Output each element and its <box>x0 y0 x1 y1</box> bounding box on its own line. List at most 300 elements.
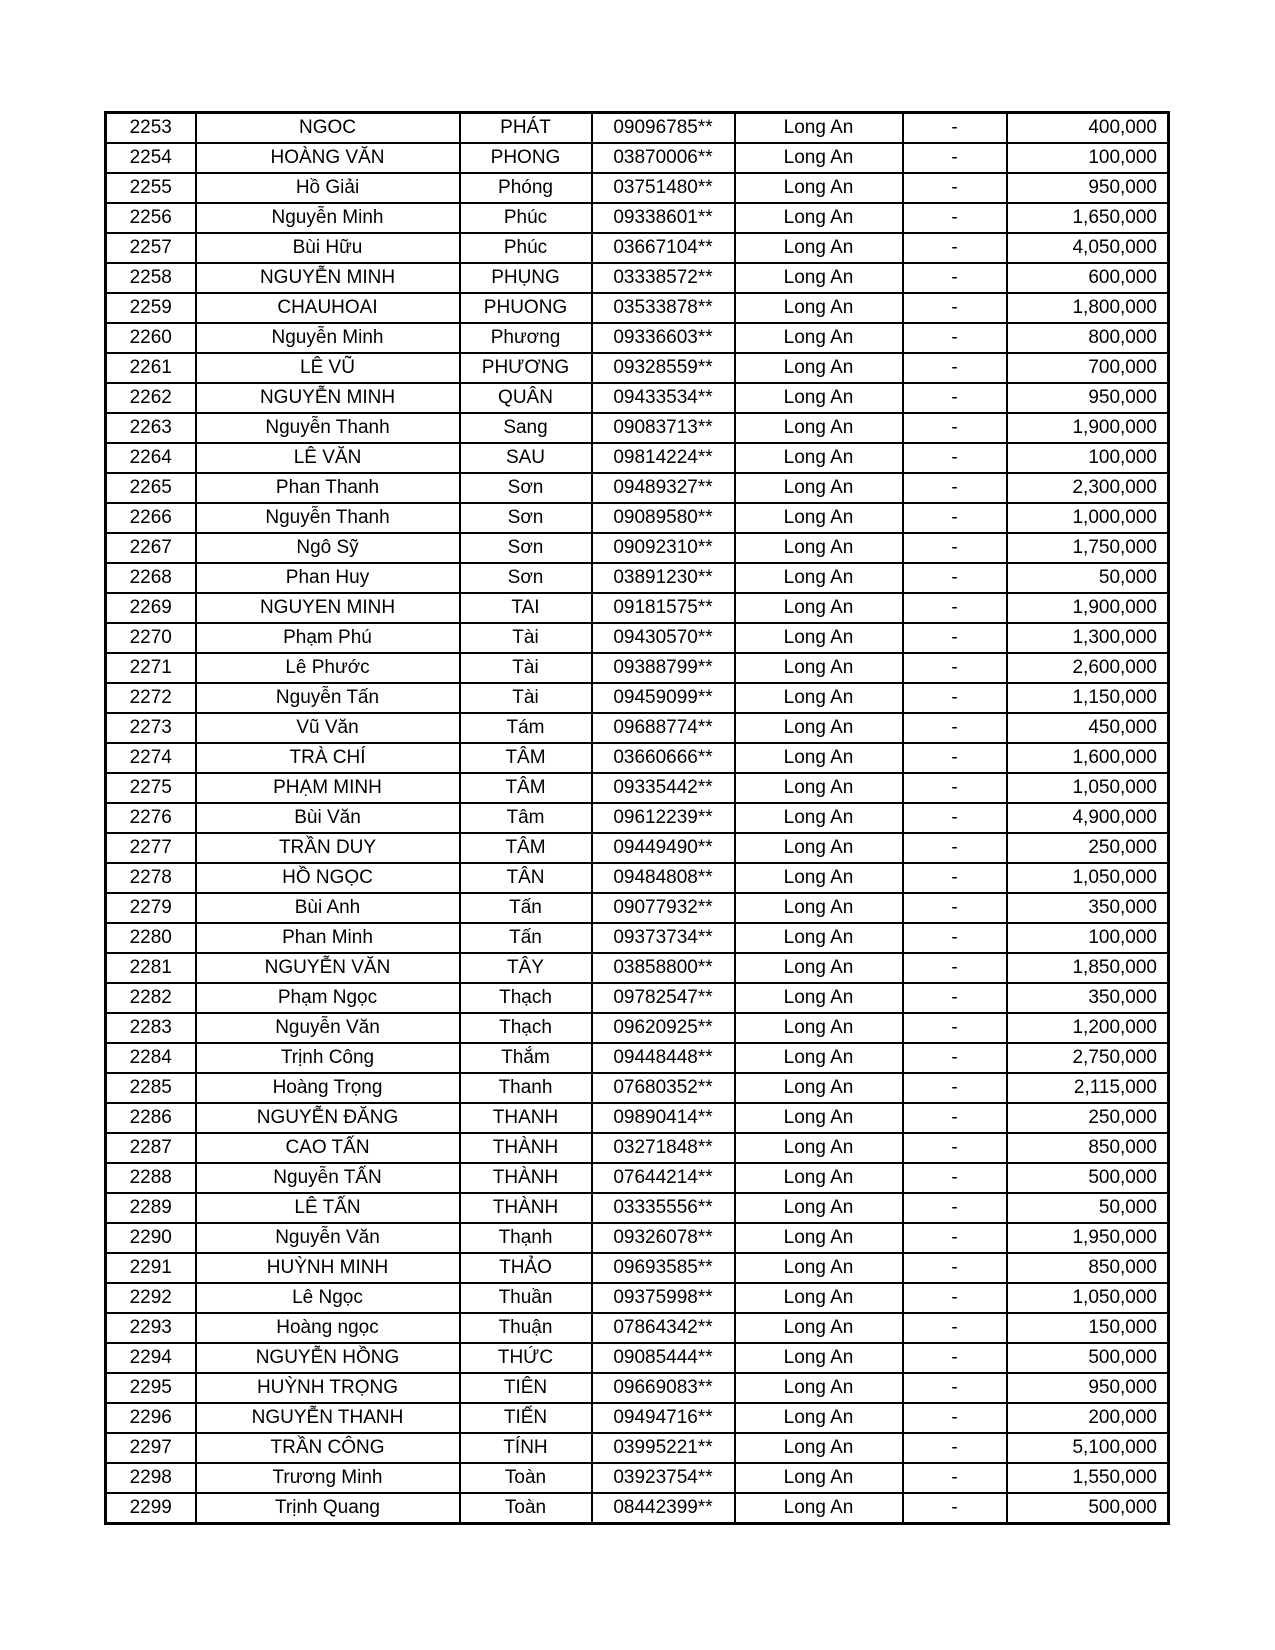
cell-row-number: 2279 <box>106 893 196 923</box>
cell-last-name: Tấn <box>460 893 592 923</box>
table-row <box>106 113 1169 144</box>
cell-last-name: Sơn <box>460 503 592 533</box>
cell-amount: 800,000 <box>1007 323 1169 353</box>
cell-phone-masked: 07644214** <box>592 1163 735 1193</box>
cell-last-name: Thuận <box>460 1313 592 1343</box>
cell-province: Long An <box>735 503 903 533</box>
cell-row-number: 2257 <box>106 233 196 263</box>
cell-row-number: 2261 <box>106 353 196 383</box>
cell-amount: 1,900,000 <box>1007 413 1169 443</box>
cell-last-name: THÀNH <box>460 1163 592 1193</box>
cell-note: - <box>903 1463 1007 1493</box>
table-row <box>106 1163 1169 1193</box>
cell-first-middle-name: TRÀ CHÍ <box>196 743 460 773</box>
cell-note: - <box>903 1313 1007 1343</box>
cell-amount: 950,000 <box>1007 173 1169 203</box>
cell-phone-masked: 03751480** <box>592 173 735 203</box>
cell-province: Long An <box>735 1223 903 1253</box>
cell-last-name: Phóng <box>460 173 592 203</box>
cell-note: - <box>903 503 1007 533</box>
cell-first-middle-name: Phan Huy <box>196 563 460 593</box>
cell-phone-masked: 03660666** <box>592 743 735 773</box>
cell-amount: 350,000 <box>1007 983 1169 1013</box>
cell-amount: 4,900,000 <box>1007 803 1169 833</box>
cell-note: - <box>903 1373 1007 1403</box>
cell-last-name: TIẾN <box>460 1403 592 1433</box>
table-row <box>106 1373 1169 1403</box>
table-row <box>106 863 1169 893</box>
table-row <box>106 1043 1169 1073</box>
cell-note: - <box>903 713 1007 743</box>
cell-province: Long An <box>735 773 903 803</box>
cell-phone-masked: 09077932** <box>592 893 735 923</box>
table-row <box>106 353 1169 383</box>
cell-row-number: 2258 <box>106 263 196 293</box>
cell-phone-masked: 09335442** <box>592 773 735 803</box>
cell-phone-masked: 09494716** <box>592 1403 735 1433</box>
cell-first-middle-name: Trương Minh <box>196 1463 460 1493</box>
cell-province: Long An <box>735 533 903 563</box>
cell-amount: 500,000 <box>1007 1343 1169 1373</box>
cell-last-name: TÂN <box>460 863 592 893</box>
cell-province: Long An <box>735 1193 903 1223</box>
table-row <box>106 1193 1169 1223</box>
table-row <box>106 683 1169 713</box>
cell-first-middle-name: Nguyễn Thanh <box>196 503 460 533</box>
table-row <box>106 1493 1169 1524</box>
cell-row-number: 2282 <box>106 983 196 1013</box>
cell-note: - <box>903 1193 1007 1223</box>
table-row <box>106 503 1169 533</box>
cell-province: Long An <box>735 1403 903 1433</box>
cell-row-number: 2253 <box>106 113 196 144</box>
cell-first-middle-name: LÊ VŨ <box>196 353 460 383</box>
cell-phone-masked: 09890414** <box>592 1103 735 1133</box>
cell-phone-masked: 09448448** <box>592 1043 735 1073</box>
cell-amount: 50,000 <box>1007 563 1169 593</box>
cell-row-number: 2280 <box>106 923 196 953</box>
cell-province: Long An <box>735 713 903 743</box>
cell-first-middle-name: Lê Ngọc <box>196 1283 460 1313</box>
cell-first-middle-name: Nguyễn Minh <box>196 323 460 353</box>
cell-province: Long An <box>735 293 903 323</box>
cell-first-middle-name: Nguyễn Minh <box>196 203 460 233</box>
cell-note: - <box>903 1283 1007 1313</box>
cell-amount: 400,000 <box>1007 113 1169 144</box>
table-row <box>106 1103 1169 1133</box>
cell-phone-masked: 09328559** <box>592 353 735 383</box>
cell-amount: 1,650,000 <box>1007 203 1169 233</box>
cell-province: Long An <box>735 743 903 773</box>
cell-note: - <box>903 173 1007 203</box>
cell-phone-masked: 03271848** <box>592 1133 735 1163</box>
cell-amount: 600,000 <box>1007 263 1169 293</box>
cell-last-name: Toàn <box>460 1493 592 1524</box>
cell-last-name: THANH <box>460 1103 592 1133</box>
cell-province: Long An <box>735 263 903 293</box>
cell-first-middle-name: Vũ Văn <box>196 713 460 743</box>
cell-amount: 1,150,000 <box>1007 683 1169 713</box>
cell-amount: 1,050,000 <box>1007 773 1169 803</box>
cell-row-number: 2289 <box>106 1193 196 1223</box>
cell-amount: 850,000 <box>1007 1133 1169 1163</box>
cell-first-middle-name: Bùi Văn <box>196 803 460 833</box>
cell-phone-masked: 09433534** <box>592 383 735 413</box>
cell-note: - <box>903 563 1007 593</box>
cell-last-name: PHÁT <box>460 113 592 144</box>
cell-note: - <box>903 893 1007 923</box>
cell-row-number: 2272 <box>106 683 196 713</box>
cell-first-middle-name: NGUYỄN THANH <box>196 1403 460 1433</box>
cell-last-name: PHUONG <box>460 293 592 323</box>
cell-province: Long An <box>735 1103 903 1133</box>
cell-last-name: Sơn <box>460 473 592 503</box>
cell-province: Long An <box>735 1463 903 1493</box>
cell-note: - <box>903 1133 1007 1163</box>
table-row <box>106 653 1169 683</box>
cell-row-number: 2291 <box>106 1253 196 1283</box>
table-row <box>106 1403 1169 1433</box>
cell-amount: 1,750,000 <box>1007 533 1169 563</box>
cell-province: Long An <box>735 413 903 443</box>
cell-last-name: Tám <box>460 713 592 743</box>
cell-first-middle-name: Bùi Anh <box>196 893 460 923</box>
cell-last-name: Tấn <box>460 923 592 953</box>
cell-province: Long An <box>735 683 903 713</box>
cell-last-name: Thắm <box>460 1043 592 1073</box>
cell-last-name: TÂM <box>460 743 592 773</box>
cell-phone-masked: 09373734** <box>592 923 735 953</box>
cell-note: - <box>903 1493 1007 1524</box>
cell-amount: 450,000 <box>1007 713 1169 743</box>
cell-phone-masked: 09089580** <box>592 503 735 533</box>
cell-phone-masked: 09338601** <box>592 203 735 233</box>
cell-last-name: Tâm <box>460 803 592 833</box>
cell-province: Long An <box>735 1013 903 1043</box>
cell-last-name: Thanh <box>460 1073 592 1103</box>
cell-amount: 100,000 <box>1007 923 1169 953</box>
cell-note: - <box>903 623 1007 653</box>
cell-phone-masked: 09336603** <box>592 323 735 353</box>
cell-row-number: 2274 <box>106 743 196 773</box>
table-row <box>106 323 1169 353</box>
table-row <box>106 773 1169 803</box>
cell-last-name: TÂM <box>460 833 592 863</box>
cell-note: - <box>903 1043 1007 1073</box>
cell-first-middle-name: Phan Thanh <box>196 473 460 503</box>
cell-row-number: 2284 <box>106 1043 196 1073</box>
cell-note: - <box>903 413 1007 443</box>
cell-row-number: 2298 <box>106 1463 196 1493</box>
cell-row-number: 2259 <box>106 293 196 323</box>
cell-row-number: 2285 <box>106 1073 196 1103</box>
cell-last-name: Phúc <box>460 203 592 233</box>
cell-note: - <box>903 233 1007 263</box>
cell-first-middle-name: CAO TẤN <box>196 1133 460 1163</box>
cell-row-number: 2267 <box>106 533 196 563</box>
cell-row-number: 2277 <box>106 833 196 863</box>
cell-first-middle-name: Nguyễn Thanh <box>196 413 460 443</box>
cell-amount: 700,000 <box>1007 353 1169 383</box>
cell-row-number: 2262 <box>106 383 196 413</box>
cell-amount: 50,000 <box>1007 1193 1169 1223</box>
cell-amount: 5,100,000 <box>1007 1433 1169 1463</box>
cell-first-middle-name: Bùi Hữu <box>196 233 460 263</box>
cell-province: Long An <box>735 113 903 144</box>
cell-note: - <box>903 683 1007 713</box>
cell-phone-masked: 03858800** <box>592 953 735 983</box>
cell-phone-masked: 03923754** <box>592 1463 735 1493</box>
cell-row-number: 2254 <box>106 143 196 173</box>
cell-row-number: 2255 <box>106 173 196 203</box>
cell-row-number: 2266 <box>106 503 196 533</box>
cell-first-middle-name: Nguyễn Văn <box>196 1013 460 1043</box>
table-row <box>106 983 1169 1013</box>
cell-row-number: 2265 <box>106 473 196 503</box>
cell-first-middle-name: Phạm Phú <box>196 623 460 653</box>
cell-last-name: Phương <box>460 323 592 353</box>
cell-phone-masked: 03870006** <box>592 143 735 173</box>
cell-note: - <box>903 473 1007 503</box>
cell-note: - <box>903 1103 1007 1133</box>
cell-note: - <box>903 803 1007 833</box>
cell-province: Long An <box>735 953 903 983</box>
cell-amount: 1,850,000 <box>1007 953 1169 983</box>
table-row <box>106 173 1169 203</box>
cell-row-number: 2290 <box>106 1223 196 1253</box>
cell-amount: 1,600,000 <box>1007 743 1169 773</box>
cell-row-number: 2271 <box>106 653 196 683</box>
table-row <box>106 263 1169 293</box>
cell-province: Long An <box>735 1163 903 1193</box>
cell-phone-masked: 03667104** <box>592 233 735 263</box>
cell-province: Long An <box>735 893 903 923</box>
cell-province: Long An <box>735 353 903 383</box>
cell-first-middle-name: LÊ VĂN <box>196 443 460 473</box>
cell-amount: 850,000 <box>1007 1253 1169 1283</box>
cell-province: Long An <box>735 1373 903 1403</box>
cell-row-number: 2287 <box>106 1133 196 1163</box>
cell-first-middle-name: Nguyễn TẤN <box>196 1163 460 1193</box>
cell-note: - <box>903 353 1007 383</box>
cell-phone-masked: 09782547** <box>592 983 735 1013</box>
cell-first-middle-name: Lê Phước <box>196 653 460 683</box>
cell-phone-masked: 03995221** <box>592 1433 735 1463</box>
table-row <box>106 383 1169 413</box>
cell-note: - <box>903 1073 1007 1103</box>
cell-phone-masked: 03338572** <box>592 263 735 293</box>
cell-amount: 2,750,000 <box>1007 1043 1169 1073</box>
cell-province: Long An <box>735 1433 903 1463</box>
table-row <box>106 1253 1169 1283</box>
cell-note: - <box>903 263 1007 293</box>
cell-first-middle-name: HOÀNG VĂN <box>196 143 460 173</box>
cell-phone-masked: 07864342** <box>592 1313 735 1343</box>
cell-last-name: Tài <box>460 623 592 653</box>
cell-amount: 500,000 <box>1007 1163 1169 1193</box>
cell-phone-masked: 09326078** <box>592 1223 735 1253</box>
cell-last-name: SAU <box>460 443 592 473</box>
table-row <box>106 833 1169 863</box>
cell-phone-masked: 07680352** <box>592 1073 735 1103</box>
cell-province: Long An <box>735 323 903 353</box>
cell-note: - <box>903 113 1007 144</box>
cell-first-middle-name: HỒ NGỌC <box>196 863 460 893</box>
cell-row-number: 2299 <box>106 1493 196 1524</box>
cell-first-middle-name: NGUYỄN MINH <box>196 383 460 413</box>
table-row <box>106 1313 1169 1343</box>
cell-phone-masked: 09181575** <box>592 593 735 623</box>
cell-first-middle-name: HUỲNH TRỌNG <box>196 1373 460 1403</box>
cell-phone-masked: 09096785** <box>592 113 735 144</box>
cell-province: Long An <box>735 1043 903 1073</box>
cell-phone-masked: 03891230** <box>592 563 735 593</box>
cell-first-middle-name: Ngô Sỹ <box>196 533 460 563</box>
cell-phone-masked: 09459099** <box>592 683 735 713</box>
table-row <box>106 893 1169 923</box>
table-row <box>106 203 1169 233</box>
cell-amount: 1,000,000 <box>1007 503 1169 533</box>
cell-phone-masked: 09688774** <box>592 713 735 743</box>
cell-note: - <box>903 203 1007 233</box>
cell-phone-masked: 03335556** <box>592 1193 735 1223</box>
cell-amount: 100,000 <box>1007 443 1169 473</box>
cell-phone-masked: 09092310** <box>592 533 735 563</box>
cell-phone-masked: 09814224** <box>592 443 735 473</box>
cell-note: - <box>903 533 1007 563</box>
cell-last-name: Sơn <box>460 533 592 563</box>
cell-province: Long An <box>735 233 903 263</box>
cell-last-name: Phúc <box>460 233 592 263</box>
cell-row-number: 2293 <box>106 1313 196 1343</box>
cell-last-name: Tài <box>460 653 592 683</box>
table-row <box>106 1133 1169 1163</box>
cell-province: Long An <box>735 1493 903 1524</box>
table-row <box>106 1433 1169 1463</box>
cell-row-number: 2263 <box>106 413 196 443</box>
cell-first-middle-name: Hồ Giải <box>196 173 460 203</box>
cell-province: Long An <box>735 923 903 953</box>
cell-row-number: 2268 <box>106 563 196 593</box>
cell-note: - <box>903 1433 1007 1463</box>
data-table-body <box>106 113 1169 1524</box>
cell-amount: 1,550,000 <box>1007 1463 1169 1493</box>
cell-amount: 250,000 <box>1007 1103 1169 1133</box>
cell-phone-masked: 09449490** <box>592 833 735 863</box>
cell-first-middle-name: PHẠM MINH <box>196 773 460 803</box>
cell-province: Long An <box>735 593 903 623</box>
cell-province: Long An <box>735 803 903 833</box>
table-row <box>106 143 1169 173</box>
cell-note: - <box>903 1013 1007 1043</box>
cell-phone-masked: 09375998** <box>592 1283 735 1313</box>
cell-row-number: 2281 <box>106 953 196 983</box>
table-row <box>106 1223 1169 1253</box>
cell-province: Long An <box>735 143 903 173</box>
cell-row-number: 2297 <box>106 1433 196 1463</box>
cell-province: Long An <box>735 833 903 863</box>
cell-province: Long An <box>735 563 903 593</box>
cell-note: - <box>903 1223 1007 1253</box>
cell-last-name: TÂY <box>460 953 592 983</box>
cell-row-number: 2288 <box>106 1163 196 1193</box>
cell-phone-masked: 03533878** <box>592 293 735 323</box>
cell-first-middle-name: HUỲNH MINH <box>196 1253 460 1283</box>
cell-amount: 100,000 <box>1007 143 1169 173</box>
cell-note: - <box>903 443 1007 473</box>
cell-phone-masked: 09612239** <box>592 803 735 833</box>
cell-amount: 950,000 <box>1007 383 1169 413</box>
cell-last-name: PHONG <box>460 143 592 173</box>
cell-province: Long An <box>735 1073 903 1103</box>
cell-phone-masked: 08442399** <box>592 1493 735 1524</box>
table-row <box>106 713 1169 743</box>
cell-row-number: 2269 <box>106 593 196 623</box>
cell-province: Long An <box>735 653 903 683</box>
cell-first-middle-name: NGUYỄN VĂN <box>196 953 460 983</box>
table-row <box>106 533 1169 563</box>
table-row <box>106 1283 1169 1313</box>
cell-first-middle-name: Phan Minh <box>196 923 460 953</box>
cell-amount: 2,300,000 <box>1007 473 1169 503</box>
table-row <box>106 623 1169 653</box>
cell-last-name: PHỤNG <box>460 263 592 293</box>
cell-province: Long An <box>735 623 903 653</box>
cell-last-name: THỨC <box>460 1343 592 1373</box>
cell-first-middle-name: NGUYEN MINH <box>196 593 460 623</box>
cell-first-middle-name: Trịnh Công <box>196 1043 460 1073</box>
cell-last-name: Thạch <box>460 1013 592 1043</box>
cell-note: - <box>903 323 1007 353</box>
cell-last-name: Sang <box>460 413 592 443</box>
cell-last-name: TÍNH <box>460 1433 592 1463</box>
cell-last-name: PHƯƠNG <box>460 353 592 383</box>
cell-note: - <box>903 1163 1007 1193</box>
table-row <box>106 743 1169 773</box>
cell-note: - <box>903 293 1007 323</box>
cell-row-number: 2273 <box>106 713 196 743</box>
cell-first-middle-name: NGUYỄN HỒNG <box>196 1343 460 1373</box>
cell-amount: 150,000 <box>1007 1313 1169 1343</box>
cell-phone-masked: 09484808** <box>592 863 735 893</box>
cell-province: Long An <box>735 983 903 1013</box>
cell-province: Long An <box>735 1313 903 1343</box>
cell-first-middle-name: Nguyễn Văn <box>196 1223 460 1253</box>
data-table <box>104 111 1170 1525</box>
cell-province: Long An <box>735 863 903 893</box>
cell-amount: 4,050,000 <box>1007 233 1169 263</box>
cell-phone-masked: 09693585** <box>592 1253 735 1283</box>
table-row <box>106 1073 1169 1103</box>
table-row <box>106 1343 1169 1373</box>
cell-note: - <box>903 653 1007 683</box>
cell-first-middle-name: NGUYỄN ĐĂNG <box>196 1103 460 1133</box>
cell-note: - <box>903 833 1007 863</box>
cell-phone-masked: 09430570** <box>592 623 735 653</box>
cell-row-number: 2260 <box>106 323 196 353</box>
cell-last-name: TIÊN <box>460 1373 592 1403</box>
table-row <box>106 473 1169 503</box>
cell-row-number: 2270 <box>106 623 196 653</box>
cell-first-middle-name: Hoàng ngọc <box>196 1313 460 1343</box>
cell-note: - <box>903 143 1007 173</box>
cell-note: - <box>903 863 1007 893</box>
cell-note: - <box>903 593 1007 623</box>
cell-amount: 1,300,000 <box>1007 623 1169 653</box>
cell-row-number: 2264 <box>106 443 196 473</box>
cell-amount: 1,800,000 <box>1007 293 1169 323</box>
cell-province: Long An <box>735 1133 903 1163</box>
